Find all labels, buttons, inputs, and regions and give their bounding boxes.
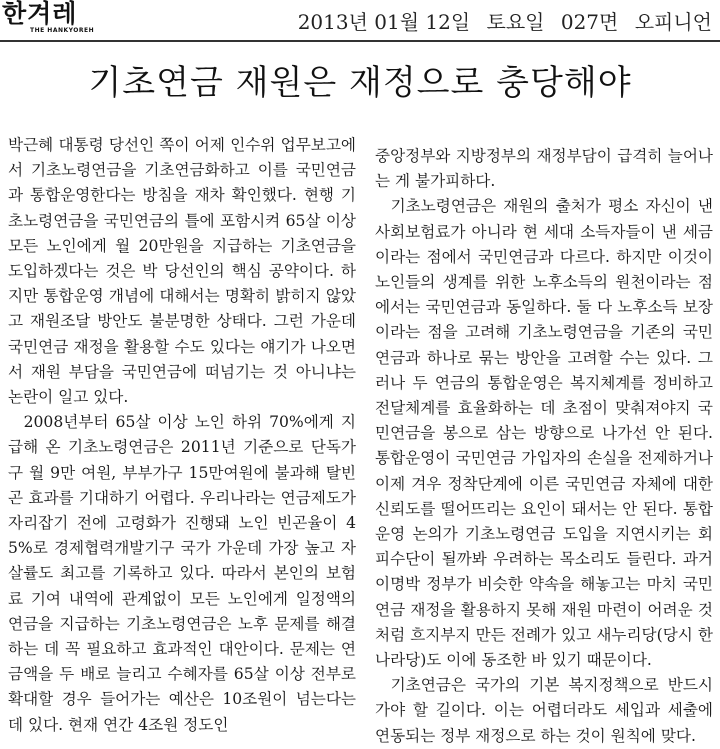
- paragraph: 기초노령연금은 재원의 출처가 평소 자신이 낸 사회보험료가 아니라 현 세대 소득자들이 낸 세금이라는 점에서 국민연금과 다르다. 하지만 이것이 노인들의 생계를 위한 노후소득의 원천이라는 점에서는 국민연금과 동일하다. 둘 다 노후소득 보장이라는 점을 고려해 기초노령연금을 기존의 국민연금과 하나로 묶는 방안을 고려할 수는 있다. 그러나 두 연금의 통합운영은 복지체계를 정비하고 전달체계를 효율화하는 데 초점이 맞춰져야지 국민연금을 봉으로 삼는 방향으로 나가선 안 된다. 통합운영이 국민연금 가입자의 손실을 전제하거나 이제 겨우 정착단계에 이른 국민연금 자체에 대한 신뢰도를 떨어뜨리는 요인이 돼서는 안 된다. 통합운영 논의가 기초노령연금 도입을 지연시키는 회피수단이 될까봐 우려하는 목소리도 들린다. 과거 이명박 정부가 비슷한 약속을 해놓고는 마치 국민연금 재정을 활용하지 못해 재원 마련이 어려운 것처럼 흐지부지 만든 전례가 있고 새누리당(당시 한나라당)도 이에 동조한 바 있기 때문이다.: [375, 197, 713, 670]
- issue-weekday: 토요일: [486, 10, 545, 34]
- article-column-right: [375, 144, 713, 749]
- section-name: 오피니언: [634, 10, 712, 34]
- paragraph: 박근혜 대통령 당선인 쪽이 어제 인수위 업무보고에서 기초노령연금을 기초연금화하고 이를 국민연금과 통합운영한다는 방침을 재차 확인했다. 현행 기초노령연금을 국민연금의 틀에 포함시켜 65살 이상 모든 노인에게 월 20만원을 지급하는 기초연금을 도입하겠다는 것은 박 당선인의 핵심 공약이다. 하지만 통합운영 개념에 대해서는 명확히 밝히지 않았고 재원조달 방안도 불분명한 상태다. 그런 가운데 국민연금 재정을 활용할 수도 있다는 얘기가 나오면서 재원 부담을 국민연금에 떠넘기는 것 아니냐는 논란이 일고 있다.: [8, 136, 356, 407]
- article-column-left: [8, 133, 356, 738]
- newspaper-logo: [2, 0, 95, 34]
- issue-date: 2013년 01월 12일: [297, 10, 471, 34]
- paragraph: 중앙정부와 지방정부의 재정부담이 급격히 늘어나는 게 불가피하다.: [375, 147, 713, 191]
- paragraph: 기초연금은 국가의 기본 복지정책으로 반드시 가야 할 길이다. 이는 어렵더라도 세입과 세출에 연동되는 정부 재정으로 하는 것이 원칙에 맞다.: [375, 676, 713, 745]
- logo-subtitle: THE HANKYOREH: [30, 27, 95, 34]
- page-number: 027면: [560, 10, 619, 34]
- article-headline: 기초연금 재원은 재정으로 충당해야: [88, 63, 632, 103]
- dateline: [288, 6, 712, 35]
- paragraph: 2008년부터 65살 이상 노인 하위 70%에게 지급해 온 기초노령연금은 2011년 기준으로 단독가구 월 9만 여원, 부부가구 15만여원에 불과해 탈빈곤 효과를 기대하기 어렵다. 우리나라는 연금제도가 자리잡기 전에 고령화가 진행돼 노인 빈곤율이 45%로 경제협력개발기구 국가 가운데 가장 높고 자살률도 최고를 기록하고 있다. 따라서 본인의 보험료 기여 내역에 관계없이 모든 노인에게 일정액의 연금을 지급하는 기초노령연금은 노후 문제를 해결하는 데 꼭 필요하고 효과적인 대안이다. 문제는 연금액을 두 배로 늘리고 수혜자를 65살 이상 전부로 확대할 경우 들어가는 예산은 10조원이 넘는다는 데 있다. 현재 연간 4조원 정도인: [8, 413, 356, 734]
- masthead: [0, 0, 720, 42]
- logo-text: 한겨레: [2, 0, 78, 28]
